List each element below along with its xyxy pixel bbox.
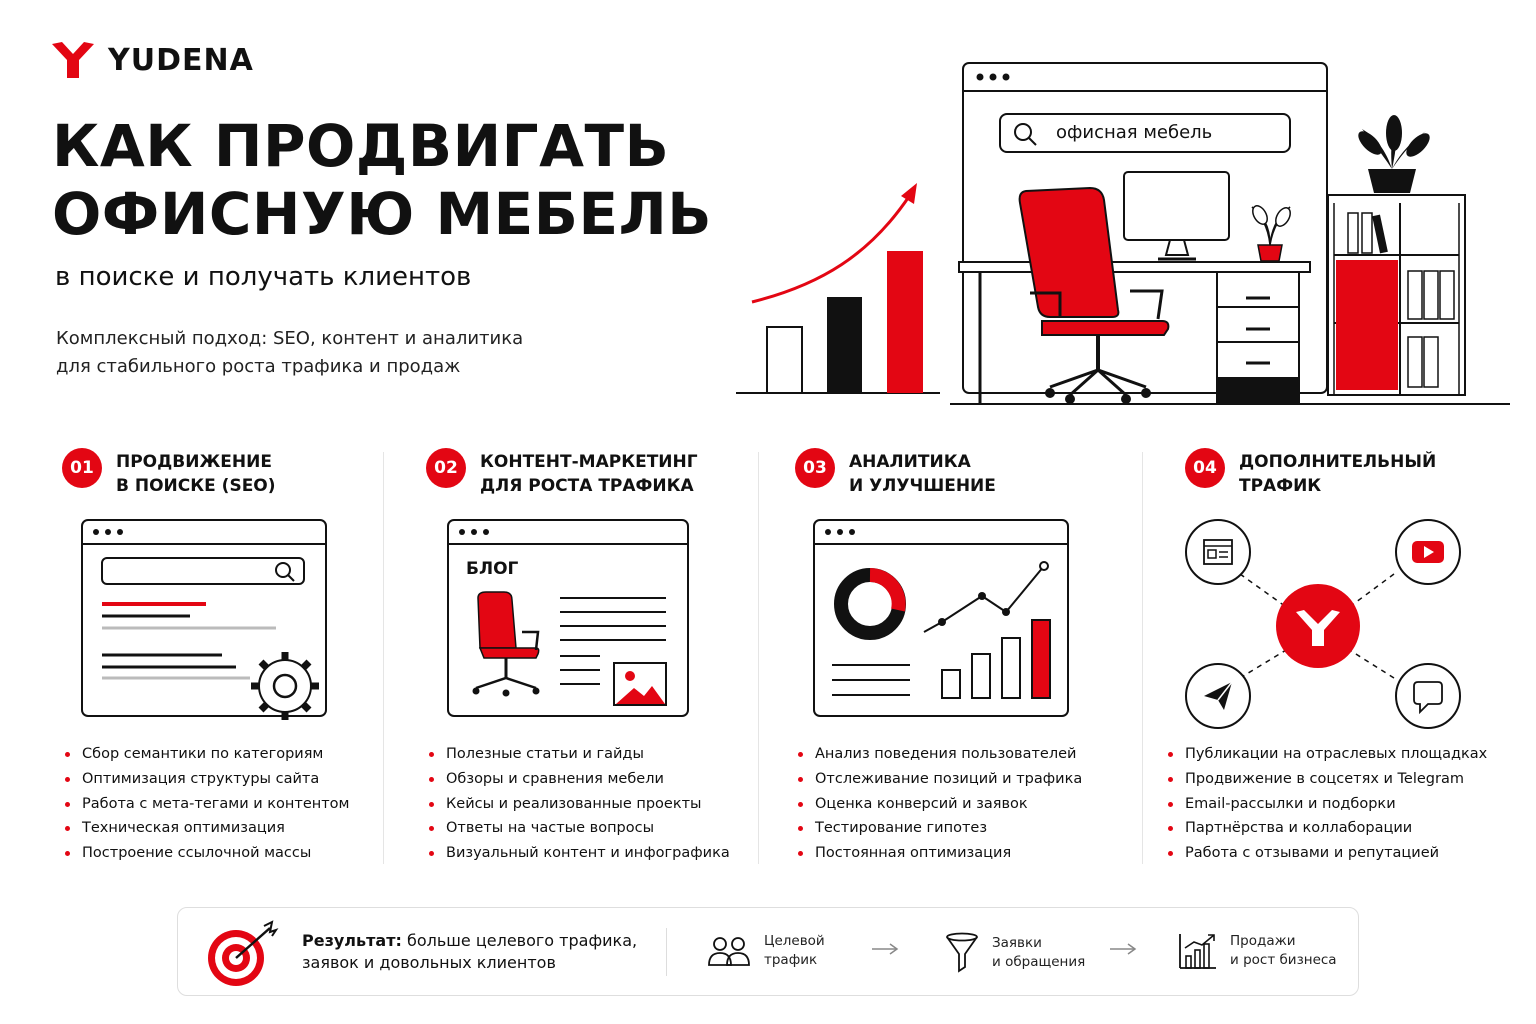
target-icon	[200, 918, 280, 988]
column-title-line1: АНАЛИТИКА	[849, 452, 971, 472]
video-play-icon	[1396, 520, 1460, 584]
list-item: Публикации на отраслевых площадках	[1165, 742, 1487, 767]
result-panel	[177, 907, 1359, 996]
result-text	[302, 930, 642, 974]
telegram-send-icon	[1186, 664, 1250, 728]
result-text-line1: больше целевого трафика,	[401, 931, 638, 950]
column-header	[1185, 450, 1536, 498]
page-title-line2: ОФИСНУЮ МЕБЕЛЬ	[52, 180, 713, 248]
step-label-line2: и рост бизнеса	[1230, 952, 1337, 968]
brand-name: YUDENA	[108, 42, 254, 78]
analytics-illustration	[812, 518, 1072, 720]
column-title-line1: ДОПОЛНИТЕЛЬНЫЙ	[1239, 452, 1437, 472]
list-item: Постоянная оптимизация	[795, 841, 1082, 866]
result-step-leads	[944, 932, 1085, 974]
column-divider	[758, 452, 759, 864]
list-item: Email-рассылки и подборки	[1165, 792, 1487, 817]
gear-icon	[251, 652, 319, 720]
page-title	[52, 112, 712, 248]
step-number-badge: 02	[426, 448, 466, 488]
column-title	[1239, 450, 1536, 498]
description-line2: для стабильного роста трафика и продаж	[56, 356, 461, 377]
growth-chart-icon	[1178, 932, 1218, 970]
step-label	[764, 932, 825, 970]
column-bullet-list	[62, 742, 349, 866]
arrow-right-icon	[870, 941, 900, 957]
chat-bubble-icon	[1396, 664, 1460, 728]
column-header	[426, 450, 786, 498]
list-item: Ответы на частые вопросы	[426, 816, 730, 841]
arrow-right-icon	[1108, 941, 1138, 957]
list-item: Построение ссылочной массы	[62, 841, 349, 866]
column-title-line2: И УЛУЧШЕНИЕ	[849, 476, 996, 496]
column-title	[116, 450, 416, 498]
list-item: Оптимизация структуры сайта	[62, 767, 349, 792]
page-subtitle: в поиске и получать клиентов	[55, 262, 472, 292]
column-content-marketing	[426, 450, 786, 862]
description-line1: Комплексный подход: SEO, контент и аналитика	[56, 328, 524, 349]
column-title-line2: В ПОИСКЕ (SEO)	[116, 476, 276, 496]
step-label-line1: Продажи	[1230, 933, 1296, 949]
list-item: Отслеживание позиций и трафика	[795, 767, 1082, 792]
page-description	[56, 325, 576, 381]
list-item: Кейсы и реализованные проекты	[426, 792, 730, 817]
step-number-badge: 03	[795, 448, 835, 488]
column-header	[795, 450, 1155, 498]
result-divider	[666, 928, 667, 976]
list-item: Партнёрства и коллаборации	[1165, 816, 1487, 841]
column-header	[62, 450, 422, 498]
brand-logo[interactable]	[50, 40, 254, 80]
step-label	[992, 934, 1085, 972]
result-step-traffic	[706, 932, 825, 970]
bookshelf-icon	[1328, 195, 1465, 395]
step-label-line2: и обращения	[992, 954, 1086, 970]
column-title-line2: ТРАФИК	[1239, 476, 1322, 496]
result-step-sales	[1178, 932, 1337, 970]
result-text-line2: заявок и довольных клиентов	[302, 953, 556, 972]
yudena-logo-icon	[50, 40, 96, 80]
list-item: Визуальный контент и инфографика	[426, 841, 730, 866]
column-bullet-list	[795, 742, 1082, 866]
step-label-line1: Заявки	[992, 935, 1042, 951]
potted-plant-icon	[1354, 115, 1433, 193]
list-item: Продвижение в соцсетях и Telegram	[1165, 767, 1487, 792]
step-label-line1: Целевой	[764, 933, 825, 949]
brand-hub-icon	[1276, 584, 1360, 668]
list-item: Сбор семантики по категориям	[62, 742, 349, 767]
growth-chart-icon	[736, 183, 940, 393]
list-item: Работа с мета-тегами и контентом	[62, 792, 349, 817]
seo-illustration	[80, 518, 350, 728]
blog-illustration	[446, 518, 696, 720]
column-bullet-list	[1165, 742, 1487, 866]
column-title-line1: ПРОДВИЖЕНИЕ	[116, 452, 272, 472]
column-title-line1: КОНТЕНТ-МАРКЕТИНГ	[480, 452, 698, 472]
blog-label: БЛОГ	[466, 559, 519, 579]
step-number-badge: 01	[62, 448, 102, 488]
column-additional-traffic	[1185, 450, 1536, 862]
hero-illustration	[730, 55, 1520, 415]
list-item: Техническая оптимизация	[62, 816, 349, 841]
column-title	[480, 450, 780, 498]
list-item: Работа с отзывами и репутацией	[1165, 841, 1487, 866]
column-title	[849, 450, 1149, 498]
page-title-line1: КАК ПРОДВИГАТЬ	[52, 112, 670, 180]
result-label: Результат:	[302, 931, 402, 950]
step-label	[1230, 932, 1337, 970]
traffic-channels-illustration	[1180, 518, 1470, 738]
article-icon	[1186, 520, 1250, 584]
list-item: Обзоры и сравнения мебели	[426, 767, 730, 792]
hero-search-text: офисная мебель	[1056, 122, 1213, 143]
list-item: Анализ поведения пользователей	[795, 742, 1082, 767]
step-label-line2: трафик	[764, 952, 818, 968]
users-icon	[706, 934, 752, 968]
column-title-line2: ДЛЯ РОСТА ТРАФИКА	[480, 476, 694, 496]
column-seo	[62, 450, 422, 862]
column-divider	[383, 452, 384, 864]
funnel-icon	[944, 932, 980, 974]
column-bullet-list	[426, 742, 730, 866]
list-item: Полезные статьи и гайды	[426, 742, 730, 767]
step-number-badge: 04	[1185, 448, 1225, 488]
image-icon	[614, 663, 666, 705]
list-item: Оценка конверсий и заявок	[795, 792, 1082, 817]
column-analytics	[795, 450, 1155, 862]
list-item: Тестирование гипотез	[795, 816, 1082, 841]
column-divider	[1142, 452, 1143, 864]
